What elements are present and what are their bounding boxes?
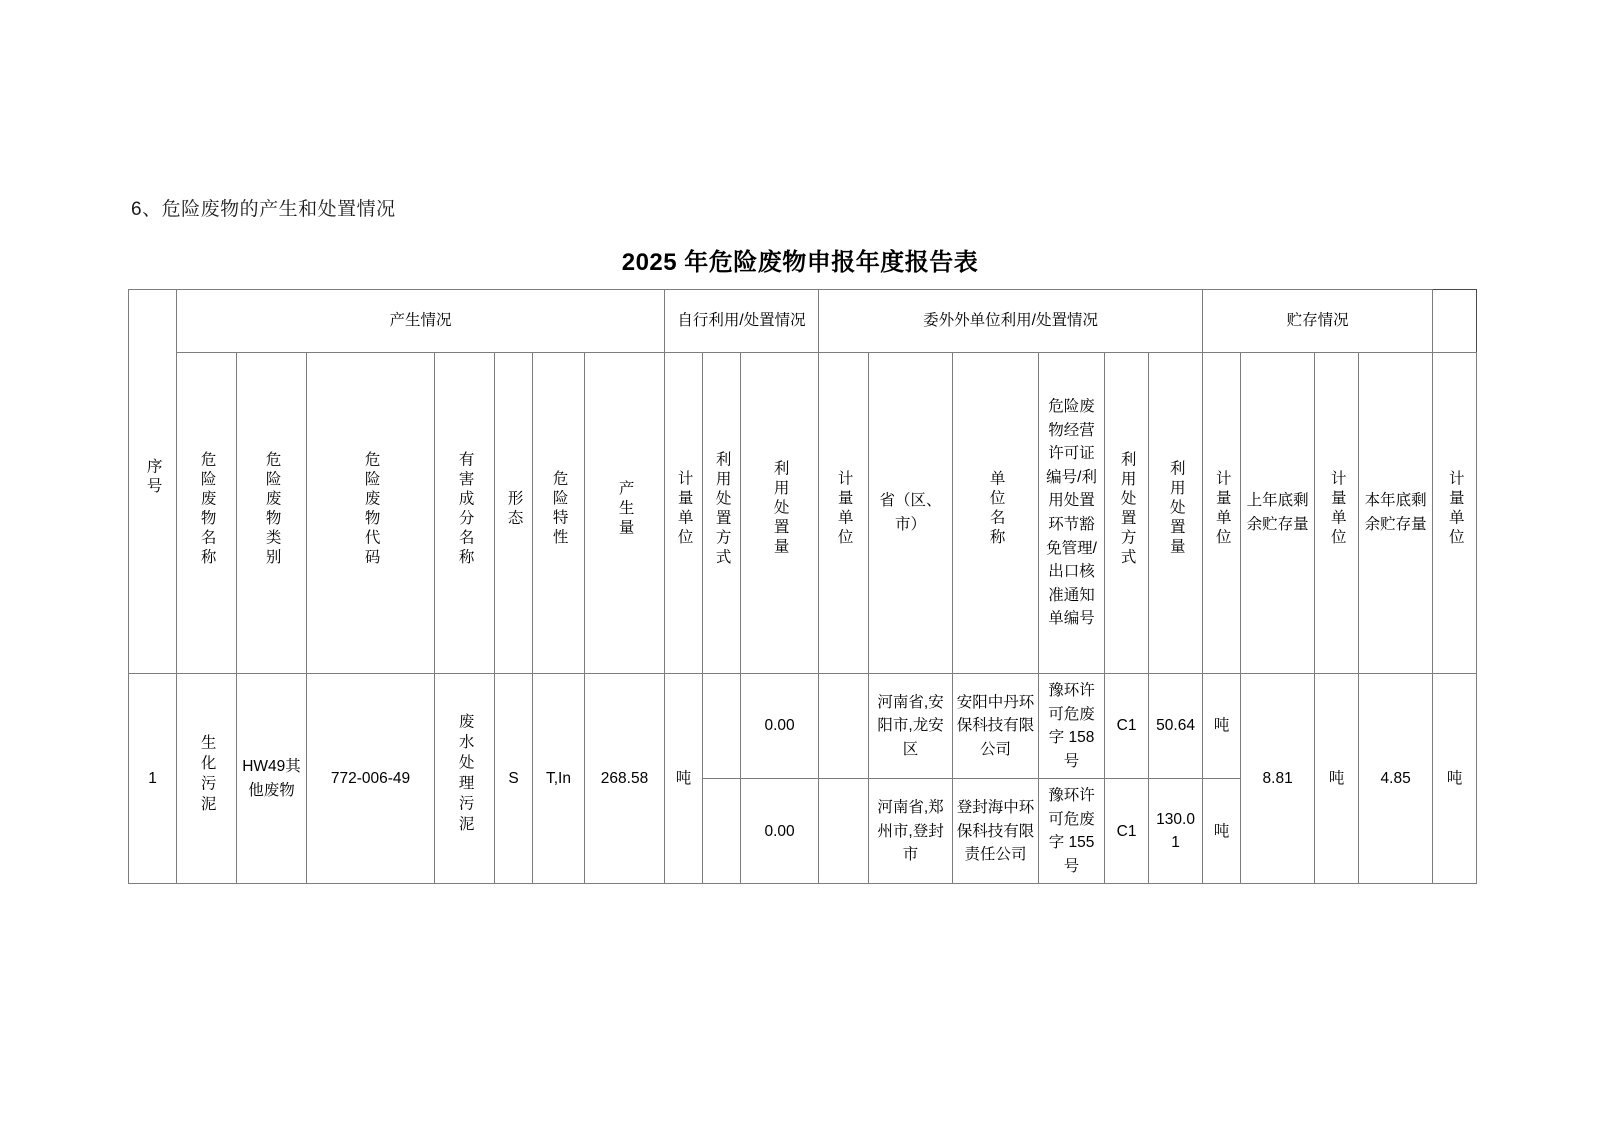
header-label-unit-ext: 计量单位 bbox=[1213, 470, 1231, 549]
header-cell-unit-ext bbox=[1203, 353, 1241, 674]
header-label-hazard-property: 危险特性 bbox=[550, 470, 568, 549]
cell-last-year-storage: 8.81 bbox=[1241, 674, 1315, 884]
cell-self-amount: 0.00 bbox=[741, 779, 819, 884]
header-cell-entrusted-unit bbox=[953, 353, 1039, 674]
header-cell-province: 省（区、市） bbox=[869, 353, 953, 674]
header-label-seq: 序号 bbox=[144, 458, 162, 498]
header-label-form: 形态 bbox=[505, 489, 523, 529]
table-body bbox=[129, 674, 1477, 884]
header-label-unit-last-year: 计量单位 bbox=[1328, 470, 1346, 549]
header-cell-waste-name bbox=[177, 353, 237, 674]
cell-self-method bbox=[703, 779, 741, 884]
header-cell-unit-last-year bbox=[1315, 353, 1359, 674]
cell-ext-amount: 130.01 bbox=[1149, 779, 1203, 884]
table-head bbox=[129, 290, 1477, 674]
header-label-ext-amount: 利用处置量 bbox=[1167, 460, 1185, 558]
header-label-waste-name: 危险废物名称 bbox=[198, 450, 216, 568]
header-label-generated-amount: 产生量 bbox=[616, 479, 634, 539]
group-header-row bbox=[129, 290, 1477, 353]
header-label-harmful-component: 有害成分名称 bbox=[456, 450, 474, 568]
header-cell-waste-category bbox=[237, 353, 307, 674]
cell-unit-this-year: 吨 bbox=[1433, 674, 1477, 884]
header-label-self-amount: 利用处置量 bbox=[771, 460, 789, 558]
header-cell-hazard-property bbox=[533, 353, 585, 674]
cell-waste-name-text: 生化污泥 bbox=[198, 733, 216, 816]
cell-license-no: 豫环许可危废字 158 号 bbox=[1039, 674, 1105, 779]
cell-seq: 1 bbox=[129, 674, 177, 884]
header-cell-harmful-component bbox=[435, 353, 495, 674]
group-header-self-disposal: 自行利用/处置情况 bbox=[665, 290, 819, 353]
column-header-row bbox=[129, 353, 1477, 674]
cell-unit-ext: 吨 bbox=[1203, 779, 1241, 884]
header-cell-self-method bbox=[703, 353, 741, 674]
header-label-unit-self: 计量单位 bbox=[835, 470, 853, 549]
header-cell-unit-self bbox=[819, 353, 869, 674]
cell-harmful-component-text: 废水处理污泥 bbox=[456, 713, 474, 837]
header-label-waste-code: 危险废物代码 bbox=[362, 450, 380, 568]
header-cell-self-amount bbox=[741, 353, 819, 674]
header-cell-unit-generated bbox=[665, 353, 703, 674]
header-label-unit-this-year: 计量单位 bbox=[1446, 470, 1464, 549]
cell-harmful-component bbox=[435, 674, 495, 884]
cell-unit-last-year: 吨 bbox=[1315, 674, 1359, 884]
group-header-storage: 贮存情况 bbox=[1203, 290, 1433, 353]
cell-ext-method: C1 bbox=[1105, 779, 1149, 884]
cell-waste-name bbox=[177, 674, 237, 884]
group-header-external-disposal: 委外外单位利用/处置情况 bbox=[819, 290, 1203, 353]
header-cell-license-no: 危险废物经营许可证编号/利用处置环节豁免管理/出口核准通知单编号 bbox=[1039, 353, 1105, 674]
cell-self-method bbox=[703, 674, 741, 779]
page-title: 2025 年危险废物申报年度报告表 bbox=[621, 249, 979, 276]
header-cell-waste-code bbox=[307, 353, 435, 674]
header-cell-unit-this-year bbox=[1433, 353, 1477, 674]
cell-entrusted-unit: 登封海中环保科技有限责任公司 bbox=[953, 779, 1039, 884]
cell-entrusted-unit: 安阳中丹环保科技有限公司 bbox=[953, 674, 1039, 779]
cell-this-year-storage: 4.85 bbox=[1359, 674, 1433, 884]
header-label-entrusted-unit: 单位名称 bbox=[987, 470, 1005, 549]
hazardous-waste-report-table bbox=[128, 289, 1477, 884]
cell-province: 河南省,安阳市,龙安区 bbox=[869, 674, 953, 779]
cell-unit-generated: 吨 bbox=[665, 674, 703, 884]
cell-unit-ext: 吨 bbox=[1203, 674, 1241, 779]
section-heading: 6、危险废物的产生和处置情况 bbox=[131, 199, 396, 220]
cell-unit-self bbox=[819, 779, 869, 884]
header-label-self-method: 利用处置方式 bbox=[713, 450, 731, 568]
cell-generated-amount: 268.58 bbox=[585, 674, 665, 884]
header-cell-this-year-storage: 本年底剩余贮存量 bbox=[1359, 353, 1433, 674]
header-cell-ext-amount bbox=[1149, 353, 1203, 674]
cell-waste-category: HW49其他废物 bbox=[237, 674, 307, 884]
header-label-waste-category: 危险废物类别 bbox=[263, 450, 281, 568]
header-cell-generated-amount bbox=[585, 353, 665, 674]
header-cell-ext-method bbox=[1105, 353, 1149, 674]
cell-license-no: 豫环许可危废字 155 号 bbox=[1039, 779, 1105, 884]
report-table-container bbox=[128, 289, 1464, 884]
cell-waste-code: 772-006-49 bbox=[307, 674, 435, 884]
group-header-generation: 产生情况 bbox=[177, 290, 665, 353]
cell-unit-self bbox=[819, 674, 869, 779]
cell-ext-method: C1 bbox=[1105, 674, 1149, 779]
cell-province: 河南省,郑州市,登封市 bbox=[869, 779, 953, 884]
table-row bbox=[129, 674, 1477, 779]
cell-self-amount: 0.00 bbox=[741, 674, 819, 779]
header-cell-seq bbox=[129, 290, 177, 674]
header-cell-form bbox=[495, 353, 533, 674]
cell-hazard-property: T,In bbox=[533, 674, 585, 884]
cell-form: S bbox=[495, 674, 533, 884]
cell-ext-amount: 50.64 bbox=[1149, 674, 1203, 779]
header-cell-last-year-storage: 上年底剩余贮存量 bbox=[1241, 353, 1315, 674]
header-label-ext-method: 利用处置方式 bbox=[1118, 450, 1136, 568]
header-label-unit-generated: 计量单位 bbox=[675, 470, 693, 549]
